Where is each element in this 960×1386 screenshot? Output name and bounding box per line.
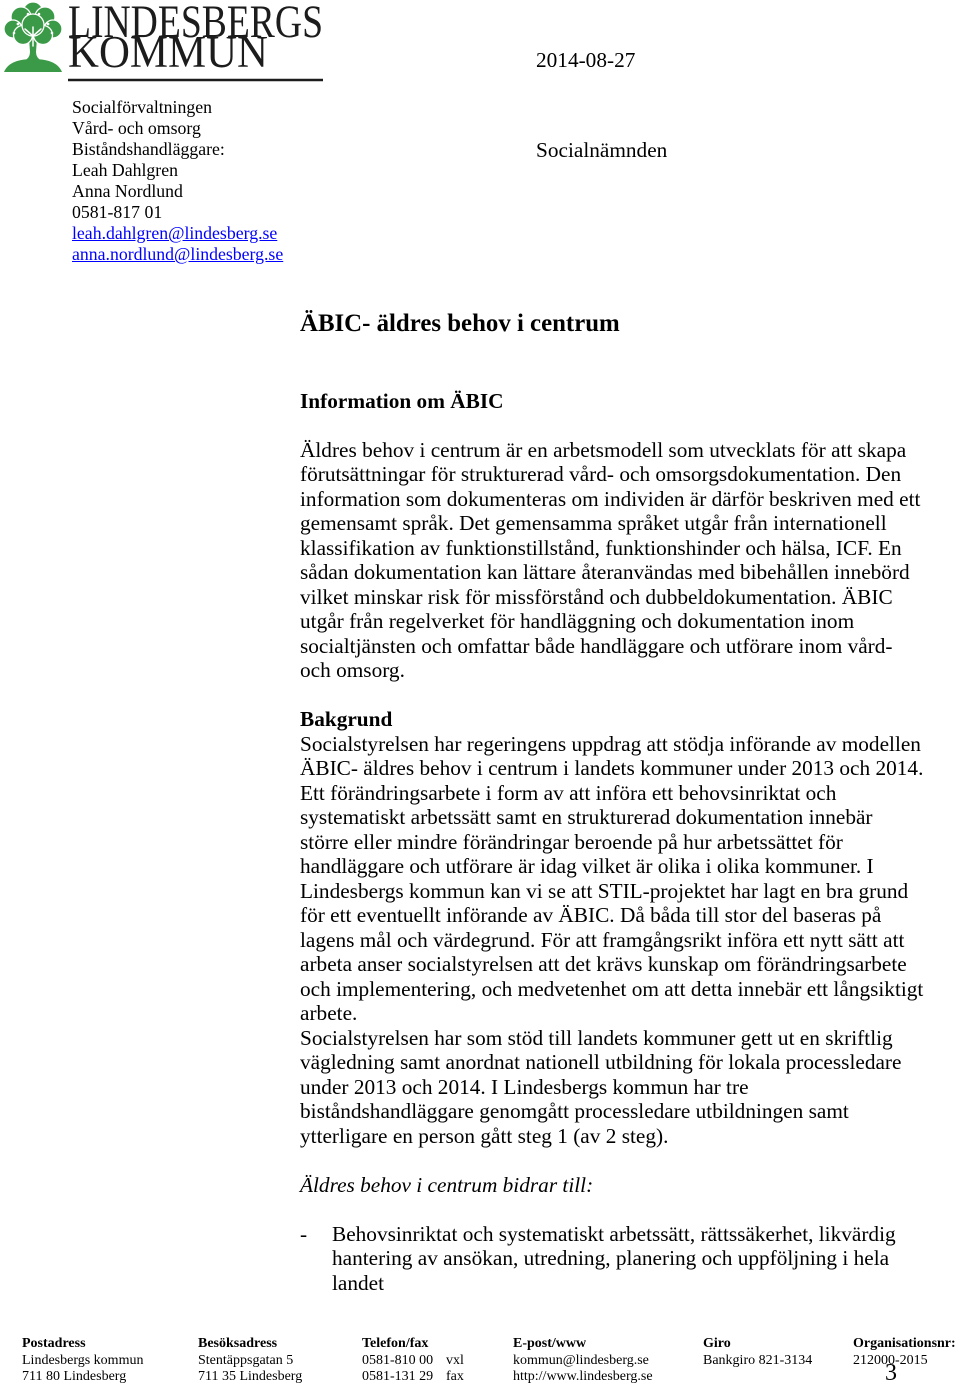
footer-heading: Organisationsnr: <box>853 1336 956 1351</box>
background-paragraph-line: ÄBIC- äldres behov i centrum i landets kommuner under 2013 och 2014. <box>300 756 924 780</box>
footer-org-number <box>853 1336 956 1369</box>
footer-phone-type: vxl <box>446 1352 464 1368</box>
list-item-line: hantering av ansökan, utredning, planering och uppföljning i hela <box>332 1246 890 1270</box>
footer-line: 711 35 Lindesberg <box>198 1369 303 1384</box>
background-paragraph-line: systematiskt arbetssätt samt en strukturerad dokumentation innebär <box>300 805 873 829</box>
footer-phone-fax <box>362 1336 464 1386</box>
info-paragraph-line: Äldres behov i centrum är en arbetsmodell som utvecklats för att skapa <box>300 437 907 462</box>
footer-heading: Telefon/fax <box>362 1336 429 1351</box>
info-paragraph-line: vilket minskar risk för missförstånd och dubbeldokumentation. ÄBIC <box>300 584 893 609</box>
footer-fax-row <box>362 1369 464 1386</box>
logo-wordmark-line-2: KOMMUN <box>68 27 268 77</box>
list-marker: - <box>300 1221 308 1246</box>
list-item-line: Behovsinriktat och systematiskt arbetssätt, rättssäkerhet, likvärdig <box>332 1221 896 1246</box>
document-body <box>300 389 923 1296</box>
footer-line: 212000-2015 <box>853 1352 928 1368</box>
sender-block <box>72 97 283 266</box>
sender-email-link[interactable]: leah.dahlgren@lindesberg.se <box>72 223 278 244</box>
municipality-logo <box>0 0 330 86</box>
footer-line: 711 80 Lindesberg <box>22 1369 127 1384</box>
background-paragraph-line: Lindesbergs kommun kan vi se att STIL-projektet har lagt en bra grund <box>300 878 909 903</box>
contributes-heading: Äldres behov i centrum bidrar till: <box>300 1172 594 1197</box>
info-paragraph-line: förutsättningar för strukturerad vård- och omsorgsdokumentation. Den <box>300 462 902 486</box>
tree-icon <box>4 2 62 72</box>
background-paragraph-line: handläggare och utförare är idag vilket är olika i olika kommuner. I <box>300 854 874 878</box>
background-paragraph-line: arbete. <box>300 1001 358 1025</box>
sender-name: Leah Dahlgren <box>72 159 178 180</box>
info-paragraph-line: utgår från regelverket för handläggning och dokumentation inom <box>300 609 855 633</box>
footer-line: Lindesbergs kommun <box>22 1352 144 1368</box>
list-item <box>300 1222 923 1296</box>
footer-postal-address <box>22 1336 143 1386</box>
logo-wordmark-line-1: LINDESBERGS <box>68 0 323 48</box>
background-heading: Bakgrund <box>300 707 393 731</box>
footer-phone-row <box>362 1352 464 1370</box>
info-paragraph-line: och omsorg. <box>300 658 405 682</box>
background-paragraph-line: Socialstyrelsen har regeringens uppdrag att stödja införande av modellen <box>300 731 921 756</box>
info-paragraph-line: klassifikation av funktionstillstånd, funktionshinder och hälsa, ICF. En <box>300 535 902 560</box>
info-paragraph-line: gemensamt språk. Det gemensamma språket utgår från internationell <box>300 511 887 535</box>
footer-heading: Besöksadress <box>198 1336 278 1351</box>
footer-email-web <box>513 1336 653 1386</box>
background-paragraph-line: lagens mål och värdegrund. För att framgångsrikt införa ett nytt sätt att <box>300 927 905 952</box>
sender-unit: Vård- och omsorg <box>72 117 201 138</box>
footer-visiting-address <box>198 1336 302 1386</box>
background-section <box>300 707 923 1148</box>
background-paragraph-line: Socialstyrelsen har som stöd till landets kommuner gett ut en skriftlig <box>300 1025 893 1050</box>
sender-name: Anna Nordlund <box>72 180 183 201</box>
footer-giro <box>703 1336 812 1369</box>
sender-email-link[interactable]: anna.nordlund@lindesberg.se <box>72 244 284 265</box>
background-paragraph-line: Ett förändringsarbete i form av att införa ett behovsinriktat och <box>300 780 837 805</box>
footer-email: kommun@lindesberg.se <box>513 1352 649 1368</box>
document-title: ÄBIC- äldres behov i centrum <box>300 310 620 337</box>
background-paragraph-line: ytterligare en person gått steg 1 (av 2 steg). <box>300 1123 669 1148</box>
page-number: 3 <box>885 1360 897 1386</box>
sender-department: Socialförvaltningen <box>72 96 212 117</box>
footer-phone-number: 0581-810 00 <box>362 1352 434 1368</box>
info-paragraph-line: sådan dokumentation kan lättare återanvändas med bibehållen innebörd <box>300 560 910 584</box>
footer-fax-type: fax <box>446 1369 464 1384</box>
background-paragraph-line: under 2013 och 2014. I Lindesbergs kommun har tre <box>300 1074 749 1099</box>
recipient: Socialnämnden <box>536 137 668 162</box>
info-paragraph <box>300 438 923 683</box>
info-paragraph-line: information som dokumenteras om individen är därför beskriven med ett <box>300 486 921 511</box>
sender-role: Biståndshandläggare: <box>72 138 225 159</box>
background-paragraph-line: större eller mindre förändringar beroende på hur arbetssättet för <box>300 829 843 854</box>
document-date: 2014-08-27 <box>536 47 636 72</box>
footer-line: Bankgiro 821-3134 <box>703 1352 813 1368</box>
background-paragraph-line: arbeta anser socialstyrelsen att det krävs kunskap om förändringsarbete <box>300 952 907 976</box>
info-heading: Information om ÄBIC <box>300 388 504 413</box>
footer-fax-number: 0581-131 29 <box>362 1369 434 1384</box>
footer-heading: E-post/www <box>513 1336 587 1351</box>
footer-heading: Postadress <box>22 1336 86 1351</box>
footer-heading: Giro <box>703 1336 731 1351</box>
info-paragraph-line: socialtjänsten och omfattar både handläggare och utförare inom vård- <box>300 633 893 658</box>
sender-phone: 0581-817 01 <box>72 201 163 222</box>
list-item-line: landet <box>332 1270 385 1295</box>
footer-line: Stentäppsgatan 5 <box>198 1352 294 1368</box>
footer-website: http://www.lindesberg.se <box>513 1369 653 1384</box>
background-paragraph-line: vägledning samt anordnat nationell utbildning för lokala processledare <box>300 1050 902 1074</box>
background-paragraph-line: biståndshandläggare genomgått processledare utbildningen samt <box>300 1099 849 1123</box>
page-footer <box>0 1336 960 1386</box>
background-paragraph-line: och implementering, och medvetenhet om att detta innebär ett långsiktigt <box>300 976 924 1001</box>
background-paragraph-line: för ett eventuellt införande av ÄBIC. Då båda till stor del baseras på <box>300 903 882 927</box>
